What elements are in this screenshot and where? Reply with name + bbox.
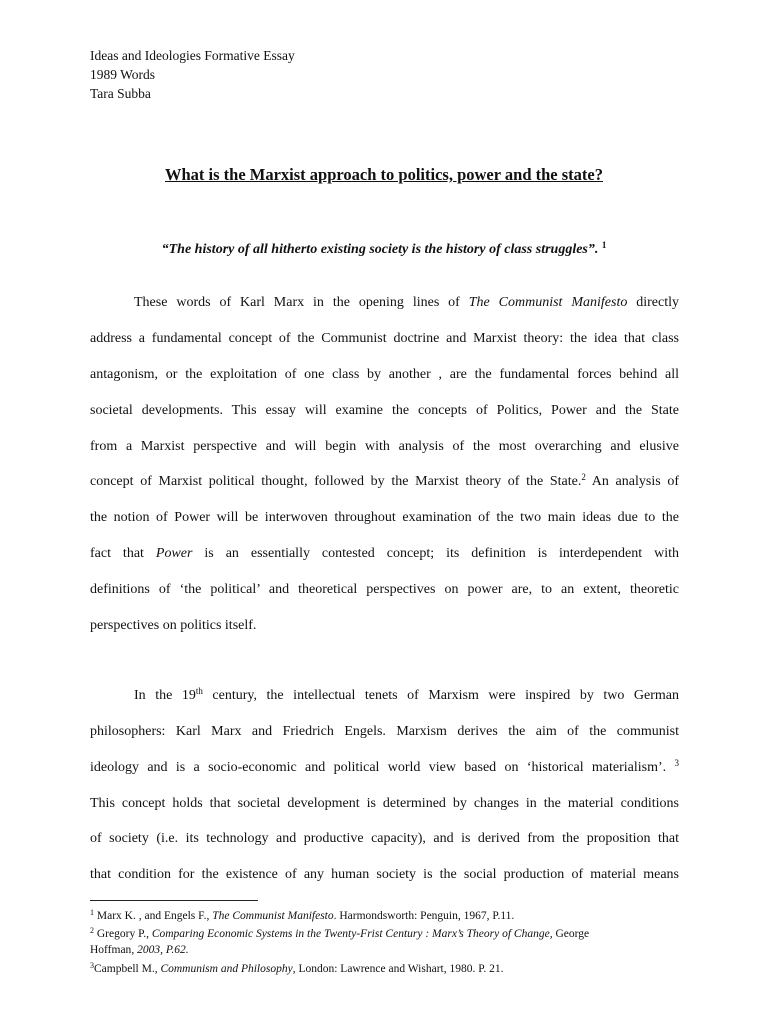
- paragraph-line: [134, 293, 679, 313]
- word-count: 1989 Words: [90, 67, 156, 82]
- text-run: Hoffman: [90, 944, 132, 956]
- text-run: Gregory P.,: [94, 928, 152, 940]
- essay-title: What is the Marxist approach to politics, power and the state?: [164, 165, 603, 184]
- footnote-ref: 3: [674, 758, 679, 768]
- paragraph-line: antagonism, or the exploitation of one class by another , are the fundamental forces behind all: [90, 367, 679, 382]
- text-run: is an essentially contested concept; its definition is interdependent with: [192, 546, 679, 561]
- ordinal-suffix: th: [195, 686, 203, 696]
- book-title: Comparing Economic Systems in the Twenty-Frist Century : Marx’s Theory of Change,: [151, 928, 553, 940]
- course-title: Ideas and Ideologies Formative Essay: [90, 48, 295, 63]
- paragraph-line: [90, 544, 679, 564]
- paragraph-line: definitions of ‘the political’ and theoretical perspectives on power are, to an extent, theoretic: [90, 582, 679, 597]
- paragraph-line: address a fundamental concept of the Communist doctrine and Marxist theory: the idea that class: [90, 331, 679, 346]
- book-title: The Communist Manifesto: [212, 910, 334, 922]
- footnote-2: [90, 927, 589, 942]
- emphasis: Power: [155, 546, 193, 561]
- essay-header: [90, 46, 295, 103]
- text-run: century, the intellectual tenets of Marxism were inspired by two German: [202, 688, 679, 703]
- text-run: Campbell M.,: [94, 963, 161, 975]
- footnote-ref: 2: [581, 472, 586, 482]
- footnote-separator: [90, 900, 258, 901]
- text-run: An analysis of: [585, 474, 679, 489]
- paragraph-line: that condition for the existence of any human society is the social production of material means: [90, 867, 679, 882]
- text-run: These words of Karl Marx in the opening lines of: [134, 295, 469, 310]
- footnote-2-continued: [90, 943, 189, 958]
- text-run: . Harmondsworth: Penguin, 1967, P.11.: [333, 910, 515, 922]
- paragraph-line: of society (i.e. its technology and productive capacity), and is derived from the proposition that: [90, 831, 679, 846]
- book-title: The Communist Manifesto: [468, 295, 628, 310]
- book-title: Communism and Philosophy: [160, 963, 293, 975]
- text-run: In the 19: [134, 688, 196, 703]
- author-name: Tara Subba: [90, 86, 151, 101]
- text-run: fact that: [90, 546, 156, 561]
- text-run: , 2003, P.62.: [131, 944, 189, 956]
- text-run: George: [552, 928, 590, 940]
- paragraph-line: [90, 472, 679, 492]
- footnote-1: [90, 909, 514, 924]
- text-run: Marx K. , and Engels F.,: [94, 910, 213, 922]
- footnote-number: 3: [90, 961, 94, 970]
- paragraph-line: from a Marxist perspective and will begin with analysis of the most overarching and elusive: [90, 439, 679, 454]
- footnote-number: 2: [90, 926, 94, 935]
- footnote-3: [90, 962, 503, 977]
- paragraph-line: societal developments. This essay will examine the concepts of Politics, Power and the State: [90, 403, 679, 418]
- paragraph-line: This concept holds that societal development is determined by changes in the material conditions: [90, 796, 679, 811]
- footnote-ref: 1: [601, 240, 607, 250]
- text-run: ideology and is a socio-economic and political world view based on ‘historical materialism’.: [90, 760, 667, 775]
- paragraph-line: perspectives on politics itself.: [90, 618, 257, 633]
- epigraph-quote: [0, 242, 768, 258]
- paragraph-line: philosophers: Karl Marx and Friedrich Engels. Marxism derives the aim of the communist: [90, 724, 679, 739]
- paragraph-line: [90, 758, 679, 778]
- text-run: , London: Lawrence and Wishart, 1980. P. 21.: [292, 963, 504, 975]
- footnote-number: 1: [90, 908, 94, 917]
- text-run: concept of Marxist political thought, followed by the Marxist theory of the State.: [90, 474, 582, 489]
- paragraph-line: [134, 686, 679, 706]
- paragraph-line: the notion of Power will be interwoven throughout examination of the two main ideas due to the: [90, 510, 679, 525]
- quote-text: “The history of all hitherto existing society is the history of class struggles”.: [161, 242, 599, 257]
- text-run: directly: [627, 295, 680, 310]
